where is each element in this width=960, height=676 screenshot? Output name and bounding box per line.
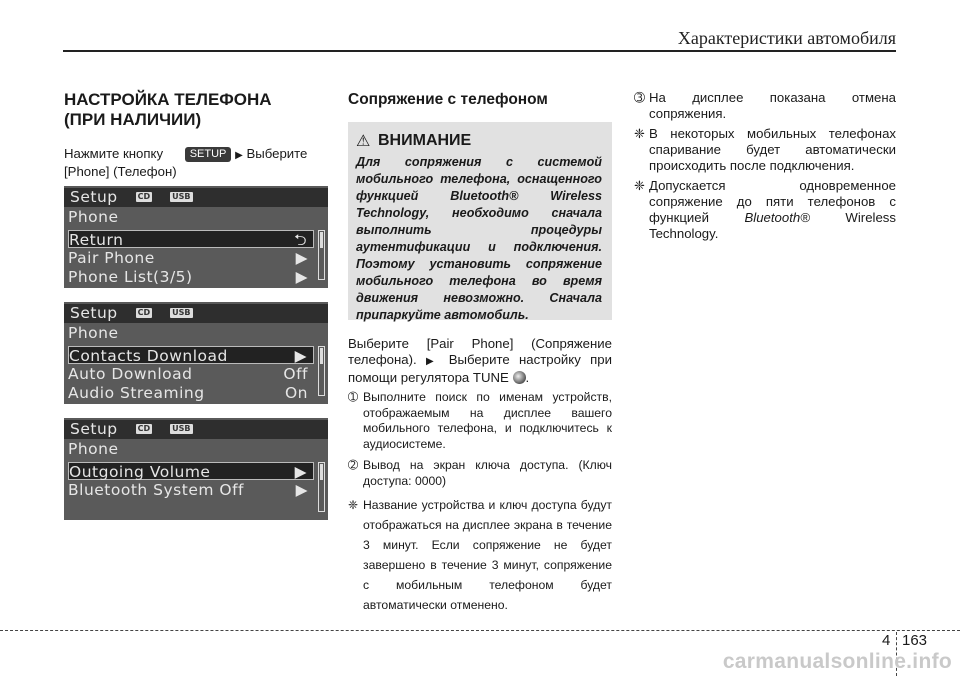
arrow-right-icon: ▶: [295, 481, 308, 499]
step-marker: ➁: [348, 458, 359, 472]
lcd-selected-row: [68, 462, 314, 480]
warning-title: ВНИМАНИЕ: [378, 132, 472, 149]
para2: Выберите настройку при помощи регулятора TUNE: [348, 352, 612, 385]
arrow-right-icon: ▶: [235, 150, 243, 161]
middle-column: [348, 90, 612, 110]
lcd-selected-row: [68, 230, 314, 248]
section-heading-line2: (ПРИ НАЛИЧИИ): [64, 110, 202, 129]
lcd-row-label: Auto Download: [68, 365, 193, 383]
return-icon: ⮌: [294, 231, 307, 249]
pairing-heading: Сопряжение с телефоном: [348, 91, 548, 108]
note-text-b: Bluetooth®: [744, 210, 810, 225]
lcd-title: Setup: [70, 188, 118, 206]
warning-text: Для сопряжения с системой мобильного телефона, оснащенного функцией Bluetooth® Wireless Technology, необходимо сначала выполнить процедуры аутентификации и подключения. Поэтому установить сопряжение мобильного телефона во время движения невозможно. Сначала припаркуйте автомобиль.: [356, 155, 602, 322]
middle-column-body: [348, 336, 612, 615]
lcd-scroll-thumb: [320, 464, 323, 480]
lcd-row-label: Outgoing Volume: [69, 463, 211, 481]
note-text-c: Wireless Technology.: [649, 210, 896, 241]
header-title: Характеристики автомобиля: [677, 28, 896, 48]
note-marker: ❈: [634, 178, 646, 193]
watermark: carmanualsonline.info: [722, 650, 952, 673]
note-text-a: Допускается одновременное сопряжение до пяти телефонов с функцией: [649, 178, 896, 225]
instr-text-a: Нажмите кнопку: [64, 146, 164, 161]
lcd-scrollbar: [318, 462, 325, 512]
lcd-row: [68, 249, 314, 267]
lcd-row-value: Off: [283, 365, 308, 383]
step-item: [348, 390, 612, 452]
note-marker: ❈: [348, 498, 359, 512]
note-marker: ❈: [634, 126, 646, 141]
lcd-row-label: Bluetooth System Off: [68, 481, 245, 499]
lcd-scroll-thumb: [320, 348, 323, 364]
footer-rule: [0, 630, 960, 631]
instr-text-b: Выберите: [246, 146, 308, 161]
lcd-row-label: Audio Streaming: [68, 384, 205, 402]
warning-icon: ⚠: [356, 133, 371, 150]
note-item: [634, 126, 896, 174]
lcd-row-label: Phone List(3/5): [68, 268, 193, 286]
lcd-sub: Phone: [68, 208, 119, 226]
lcd-title: Setup: [70, 304, 118, 322]
note-text: Название устройства и ключ доступа будут отображаться на дисплее экрана в течение 3 минут. Если сопряжение не будет завершено в течение 3 минут, сопряжение с мобильным телефоном будет автоматически отменено.: [363, 498, 612, 612]
lcd-scrollbar: [318, 230, 325, 280]
arrow-right-icon: ▶: [295, 249, 308, 267]
lcd-row: [68, 384, 314, 402]
lcd-row-label: Contacts Download: [69, 347, 228, 365]
cd-chip: CD: [137, 424, 151, 433]
lcd-row-label: Return: [69, 231, 124, 249]
section-heading-line1: НАСТРОЙКА ТЕЛЕФОНА: [64, 90, 272, 109]
step-marker: ➂: [634, 90, 646, 105]
lcd-sub: Phone: [68, 324, 119, 342]
step-text: Выполните поиск по именам устройств, отображаемым на дисплее вашего мобильного телефона, и подключитесь к аудиосистеме.: [363, 390, 612, 451]
lcd-row: [68, 500, 314, 518]
lcd-row: [68, 268, 314, 286]
lcd-row-value: On: [284, 384, 308, 402]
lcd-screen-3: [64, 418, 328, 520]
step-text: На дисплее показана отмена сопряжения.: [649, 90, 896, 121]
note-item: [348, 495, 612, 615]
instr-text-c: [Phone] (Телефон): [64, 164, 177, 179]
header-rule: [63, 50, 896, 52]
lcd-row: [68, 481, 314, 499]
lcd-scroll-thumb: [320, 232, 323, 248]
step-item: [634, 90, 896, 122]
cd-chip: CD: [137, 192, 151, 201]
note-text: В некоторых мобильных телефонах спаривание будет автоматически происходить после подключения.: [649, 126, 896, 173]
step-item: [348, 458, 612, 489]
step-text: Вывод на экран ключа доступа. (Ключ доступа: 0000): [363, 458, 612, 488]
section-number: 4: [882, 632, 891, 649]
lcd-title-bar: [64, 304, 328, 323]
arrow-right-icon: ▶: [294, 463, 307, 481]
step-marker: ➀: [348, 390, 359, 404]
cd-chip: CD: [137, 308, 151, 317]
warning-box: [348, 122, 612, 320]
lcd-title: Setup: [70, 420, 118, 438]
lcd-screen-1: [64, 186, 328, 288]
lcd-sub: Phone: [68, 440, 119, 458]
pair-phone-paragraph: Выберите [Pair Phone] (Сопряжение телефона). ▶ Выберите настройку при помощи регулятора TUNE .: [348, 336, 612, 385]
usb-chip: USB: [172, 308, 191, 317]
right-column: [634, 90, 896, 242]
lcd-row: [68, 365, 314, 383]
usb-chip: USB: [172, 424, 191, 433]
usb-chip: USB: [172, 192, 191, 201]
tune-knob-icon: [513, 371, 526, 384]
left-column: [64, 90, 328, 180]
para1: Выберите [Pair Phone] (Сопряжение телефона).: [348, 336, 612, 367]
lcd-selected-row: [68, 346, 314, 364]
lcd-screen-2: [64, 302, 328, 404]
lcd-scrollbar: [318, 346, 325, 396]
arrow-right-icon: ▶: [426, 356, 440, 367]
lcd-title-bar: [64, 420, 328, 439]
page-number: 163: [902, 632, 928, 649]
lcd-title-bar: [64, 188, 328, 207]
note-text: [649, 178, 896, 242]
setup-key-badge: SETUP: [185, 147, 232, 162]
setup-instruction: [64, 146, 328, 180]
lcd-row-label: Pair Phone: [68, 249, 155, 267]
arrow-right-icon: ▶: [294, 347, 307, 365]
note-item: [634, 178, 896, 242]
arrow-right-icon: ▶: [295, 268, 308, 286]
